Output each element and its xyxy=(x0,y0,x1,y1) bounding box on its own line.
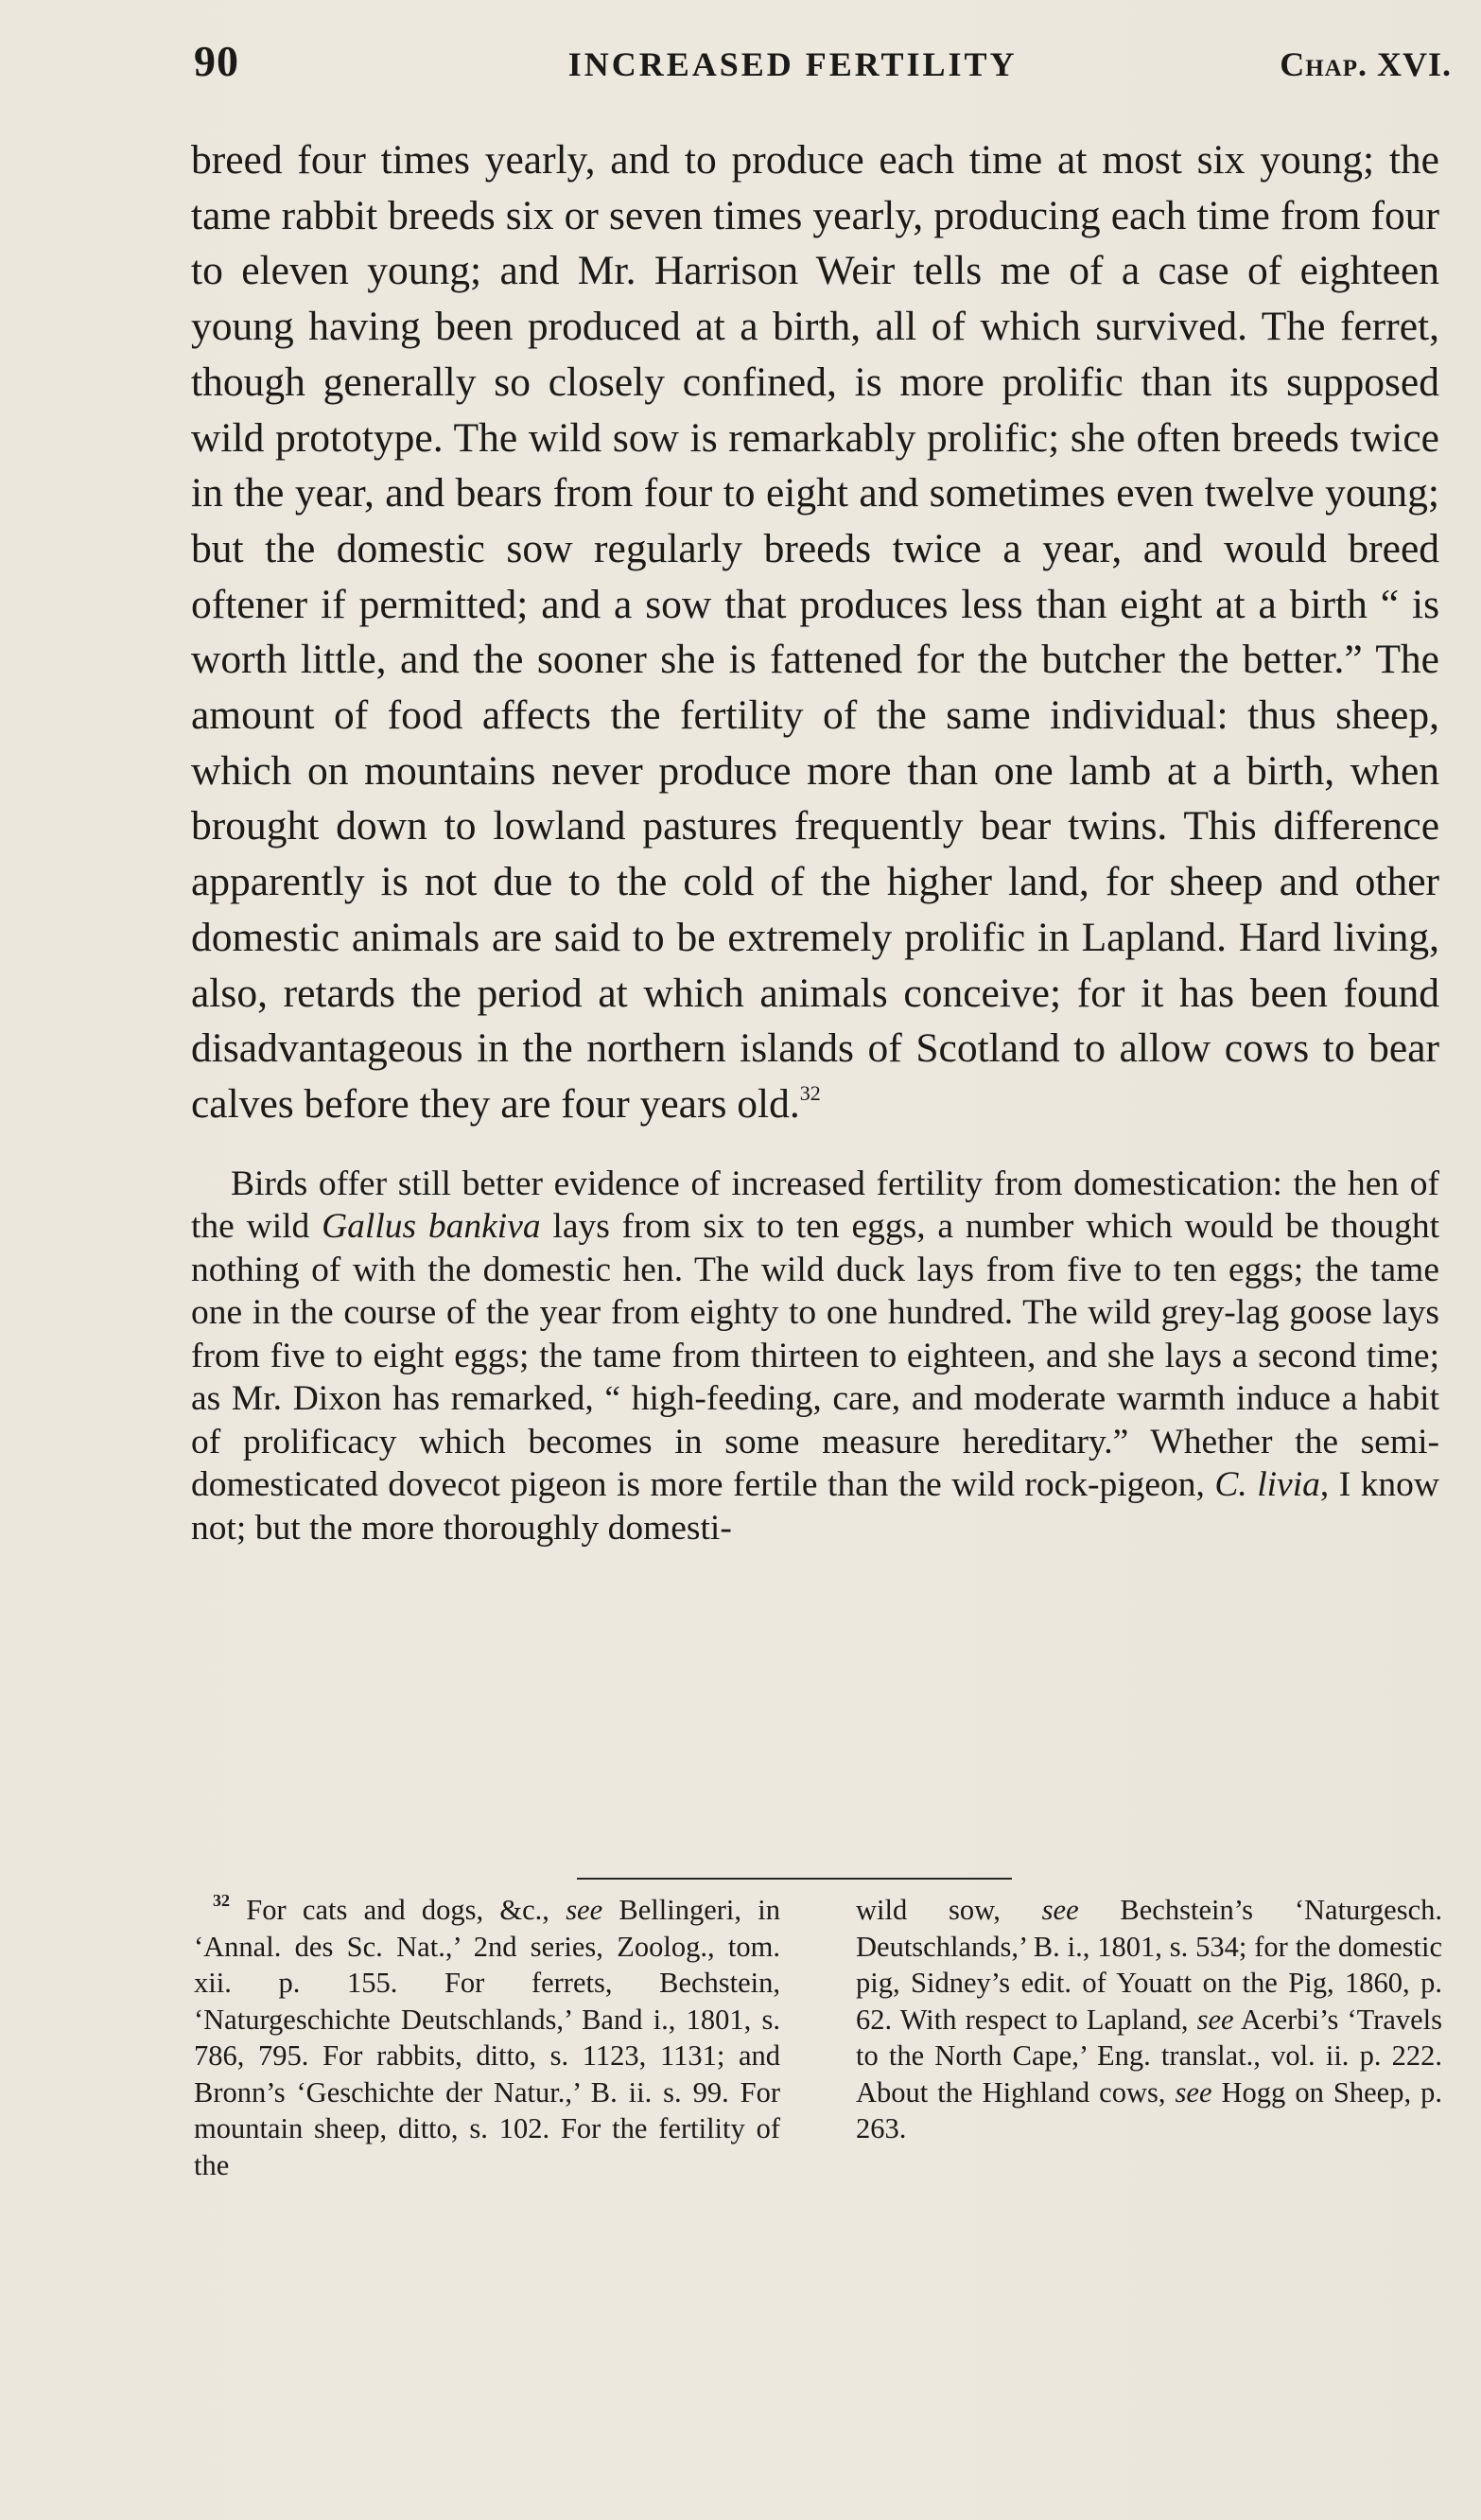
footnote-see: see xyxy=(566,1894,603,1926)
footnote-left-column xyxy=(194,1892,780,2183)
footnote-text: Acerbi’s ‘Travels to the North Cape,’ Eng. translat., vol. ii. p. 222. About the Highland cows, xyxy=(856,2003,1442,2109)
body-text xyxy=(191,132,1439,1549)
footnote-text: Bellingeri, in ‘Annal. des Sc. Nat.,’ 2nd series, Zoolog., tom. xii. p. 155. For ferrets, Bechstein, ‘Naturgeschichte Deutschlands,’ Band i., 1801, s. 786, 795. For rabbits, ditto, s. 1123, 1131; and Bronn’s ‘Geschichte der Natur.,’ B. ii. s. 99. For mountain sheep, ditto, s. 102. For the fertility of the xyxy=(194,1894,780,2181)
footnote-see: see xyxy=(1041,1894,1079,1926)
footnote-text: Bechstein’s ‘Naturgesch. Deutschlands,’ B. i., 1801, s. 534; for the domestic pig, Sidney’s edit. of Youatt on the Pig, 1860, p. 62. With respect to Lapland, xyxy=(856,1894,1442,2036)
paragraph-1 xyxy=(191,132,1439,1132)
footnote-text: Hogg on Sheep, p. 263. xyxy=(856,2075,1442,2144)
running-title: INCREASED FERTILITY xyxy=(567,45,1018,83)
paragraph-2 xyxy=(191,1163,1439,1550)
footnote-number: 32 xyxy=(213,1891,230,1910)
species-name-livia: C. livia xyxy=(1214,1465,1320,1505)
chapter-reference: Chap. XVI. xyxy=(1280,45,1452,83)
footnotes xyxy=(194,1892,1442,2183)
page-number: 90 xyxy=(194,37,239,85)
footnote-see: see xyxy=(1175,2075,1212,2109)
footnote-reference: 32 xyxy=(799,1080,821,1105)
footnote-right-column xyxy=(856,1892,1442,2183)
footnote-text: For cats and dogs, &c., xyxy=(230,1894,566,1926)
page-header xyxy=(194,36,1452,102)
paragraph-2-text-a: Birds offer still better evidence of increased fertility from domestication: the hen of the wild xyxy=(191,1164,1439,1247)
footnote-divider xyxy=(577,1878,1012,1880)
paragraph-2-text-b: lays from six to ten eggs, a number which would be thought nothing of with the domestic hen. The wild duck lays from five to ten eggs; the tame one in the course of the year from eighty to one hundred. The wild grey-lag goose lays from five to eight eggs; the tame from thirteen to eighteen, and she lays a second time; as Mr. Dixon has remarked, “ high-feeding, care, and moderate warmth induce a habit of prolificacy which becomes in some measure hereditary.” Whether the semi-domesticated dovecot pigeon is more fertile than the wild rock-pigeon, xyxy=(191,1207,1439,1505)
paragraph-1-text: breed four times yearly, and to produce each time at most six young; the tame rabbit breeds six or seven times yearly, producing each time from four to eleven young; and Mr. Harrison Weir tells me of a case of eighteen young having been produced at a birth, all of which survived. The ferret, though generally so closely confined, is more prolific than its supposed wild prototype. The wild sow is remarkably prolific; she often breeds twice in the year, and bears from four to eight and sometimes even twelve young; but the domestic sow regularly breeds twice a year, and would breed oftener if permitted; and a sow that produces less than eight at a birth “ is worth little, and the sooner she is fattened for the butcher the better.” The amount of food affects the fertility of the same individual: thus sheep, which on mountains never produce more than one lamb at a birth, when brought down to lowland pastures frequently bear twins. This difference apparently is not due to the cold of the higher land, for sheep and other domestic animals are said to be extremely prolific in Lapland. Hard living, also, retards the period at which animals conceive; for it has been found disadvantageous in the northern islands of Scotland to allow cows to bear calves before they are four years old. xyxy=(191,137,1439,1127)
footnote-see: see xyxy=(1196,2003,1234,2036)
species-name-gallus: Gallus bankiva xyxy=(322,1207,541,1247)
footnote-text: wild sow, xyxy=(856,1894,1042,1926)
paragraph-2-text-c: , I know not; but the more thoroughly domesti- xyxy=(191,1465,1439,1548)
